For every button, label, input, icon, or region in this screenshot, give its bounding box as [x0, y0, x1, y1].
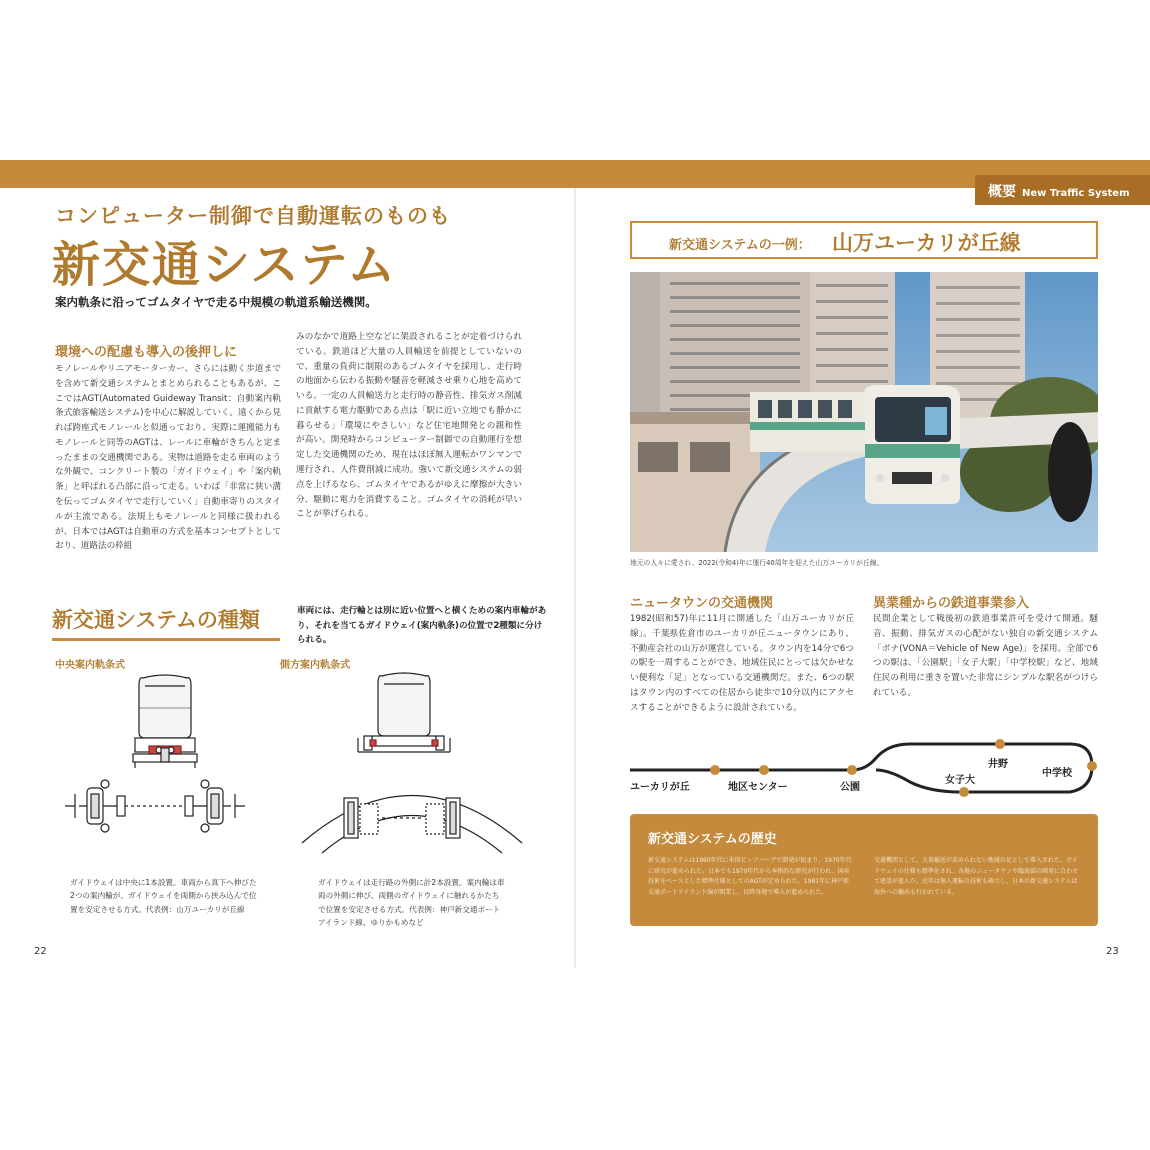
- diagram-caption-side: ガイドウェイは走行路の外側に計2本設置。案内輪は車両の外側に伸び、両側のガイドウェイに触れるかたちで位置を安定させる方式。代表例：神戸新交通ポートアイランド線、ゆりかもめなど: [318, 878, 505, 927]
- history-box: [630, 814, 1098, 926]
- monorail-photo: [630, 272, 1098, 552]
- station-yukarigaoka: ユーカリが丘: [630, 782, 690, 793]
- pre-title: コンピューター制御で自動運転のものも: [55, 204, 451, 228]
- station-ino: 井野: [988, 759, 1008, 770]
- side-guideway-diagram: [292, 668, 532, 873]
- entry-body: 民間企業として戦後初の鉄道事業許可を受けて開通。騒音、振動、排気ガスの心配がない独自の新交通システム「ボナ(VONA＝Vehicle of New Age)」を採用。全部で6つの駅は、「公園駅」「女子大駅」「中学校駅」など、地域住民の利用に重きを置いた非常にシンプルな駅名がつけられている。: [873, 614, 1098, 698]
- center-guideway-diagram: [55, 668, 275, 873]
- body-column-1: モノレールやリニアモーターカー、さらには動く歩道までを含めて新交通システムとまとめられることもあるが、ここではAGT(Automated Guideway Transit：自動案内軌条式旅客輸送システム)を中心に解説していく。遠くから見れば跨座式モノレールと似通っており、実際に運搬能力もモノレールと同等のAGTは、レールに車輪がきちんと定まったままの交通機関である。実物は道路を走る車両のような外観で、コンクリート製の「ガイドウェイ」や「案内軌条」と呼ばれる凸部に沿って走る。いわば「非常に狭い溝を伝ってゴムタイヤで走行していく」自動車寄りのスタイルが主流である。法規上もモノレールと同様に扱われるが、日本ではAGTは自動車の方式を基本コンセプトとしており、道路法の枠組: [55, 364, 281, 552]
- lead-text: 案内軌条に沿ってゴムタイヤで走る中規模の軌道系輸送機関。: [55, 295, 377, 309]
- history-heading: 新交通システムの歴史: [648, 832, 777, 847]
- page-number-left: 22: [34, 946, 47, 957]
- diagram-label-center: 中央案内軌条式: [55, 660, 125, 671]
- example-title-small: 新交通システムの一例：: [669, 238, 811, 253]
- section-tag-english: New Traffic System: [1022, 188, 1130, 199]
- page-title: 新交通システム: [52, 237, 398, 293]
- diagram-label-side: 側方案内軌条式: [280, 660, 350, 671]
- newtown-body: 1982(昭和57)年に11月に開通した「山万ユーカリが丘線」。千葉県佐倉市のユーカリが丘ニュータウンにあり、不動産会社の山万が運営している。タウン内を14分で6つの駅を一周することができ、地域住民にとっては欠かせない便利な「足」となっている交通機関だ。また、6つの駅はタウン内のすべての住居から徒歩で10分以内にアクセスすることができるように設計されている。: [630, 614, 854, 713]
- section-heading-entry: 異業種からの鉄道事業参入: [873, 596, 1030, 611]
- route-map: [630, 736, 1098, 808]
- section-tag-label: 概要: [988, 184, 1016, 200]
- station-koen: 公園: [840, 782, 860, 793]
- body-column-2: みのなかで道路上空などに架設されることが定着づけられている。鉄道ほど大量の人員輸送を前提としていないので、重量の負荷に制限のあるゴムタイヤを採用し、走行時の地面から伝わる振動や騒音を軽減させ乗り心地を高めている。一定の人員輸送力と走行時の静音性、排気ガス削減に貢献する電力駆動である点は「駅に近い立地でも静かに暮らせる」「環境にやさしい」など住宅地開発との親和性が高い。開発時からコンピューター制御での自動運行を想定した交通機関のため、現在はほぼ無人運転かワンマンで運行され、人件費削減に成功。強いて新交通システムの弱点を上げるなら、ゴムタイヤであるがゆえに摩擦が大きい分、駆動に電力を消費すること。ゴムタイヤの消耗が早いことが挙げられる。: [296, 332, 522, 520]
- station-chiku-center: 地区センター: [728, 782, 788, 793]
- example-title-large: 山万ユーカリが丘線: [832, 231, 1021, 255]
- page-number-right: 23: [1106, 946, 1119, 957]
- types-note: 車両には、走行輪とは別に近い位置へと横くための案内車輪があり、それを当てるガイドウェイ(案内軌条)の位置で2種類に分けられる。: [297, 606, 547, 646]
- section-heading-newtown: ニュータウンの交通機関: [630, 596, 774, 611]
- example-title-box: [630, 221, 1098, 259]
- page-gutter: [574, 188, 576, 968]
- station-chugakko: 中学校: [1042, 768, 1072, 779]
- history-col-2: 交通機関として、大量輸送が求められない地域の足として導入された。ガイドウェイの仕様も標準化され、各地のニュータウンや臨海部の開発に合わせて建設が進んだ。近年は無人運転の技術も確立し、日本の新交通システムは海外への輸出も行われている。: [874, 857, 1079, 896]
- section-heading-types: 新交通システムの種類: [52, 604, 280, 641]
- section-heading-environment: 環境への配慮も導入の後押しに: [55, 345, 238, 360]
- diagram-caption-center: ガイドウェイは中央に1本設置。車両から真下へ伸びた2つの案内輪が、ガイドウェイを両側から挟み込んで位置を安定させる方式。代表例：山万ユーカリが丘線: [70, 878, 257, 914]
- section-tag: [988, 181, 1130, 201]
- history-col-1: 新交通システムは1960年代に米国ピッツバーグで開発が始まり、1970年代に研究が進められた。日本でも1970年代から本格的な研究が行われ、国産技術をベースとした標準仕様としてのAGTが定められた。1981年に神戸新交通ポートアイランド線が開業し、以降各地で導入が進められた。: [648, 857, 852, 896]
- photo-caption: 地元の人々に愛され、2022(令和4)年に運行40周年を迎えた山万ユーカリが丘線。: [630, 559, 884, 567]
- station-joshidai: 女子大: [945, 775, 975, 786]
